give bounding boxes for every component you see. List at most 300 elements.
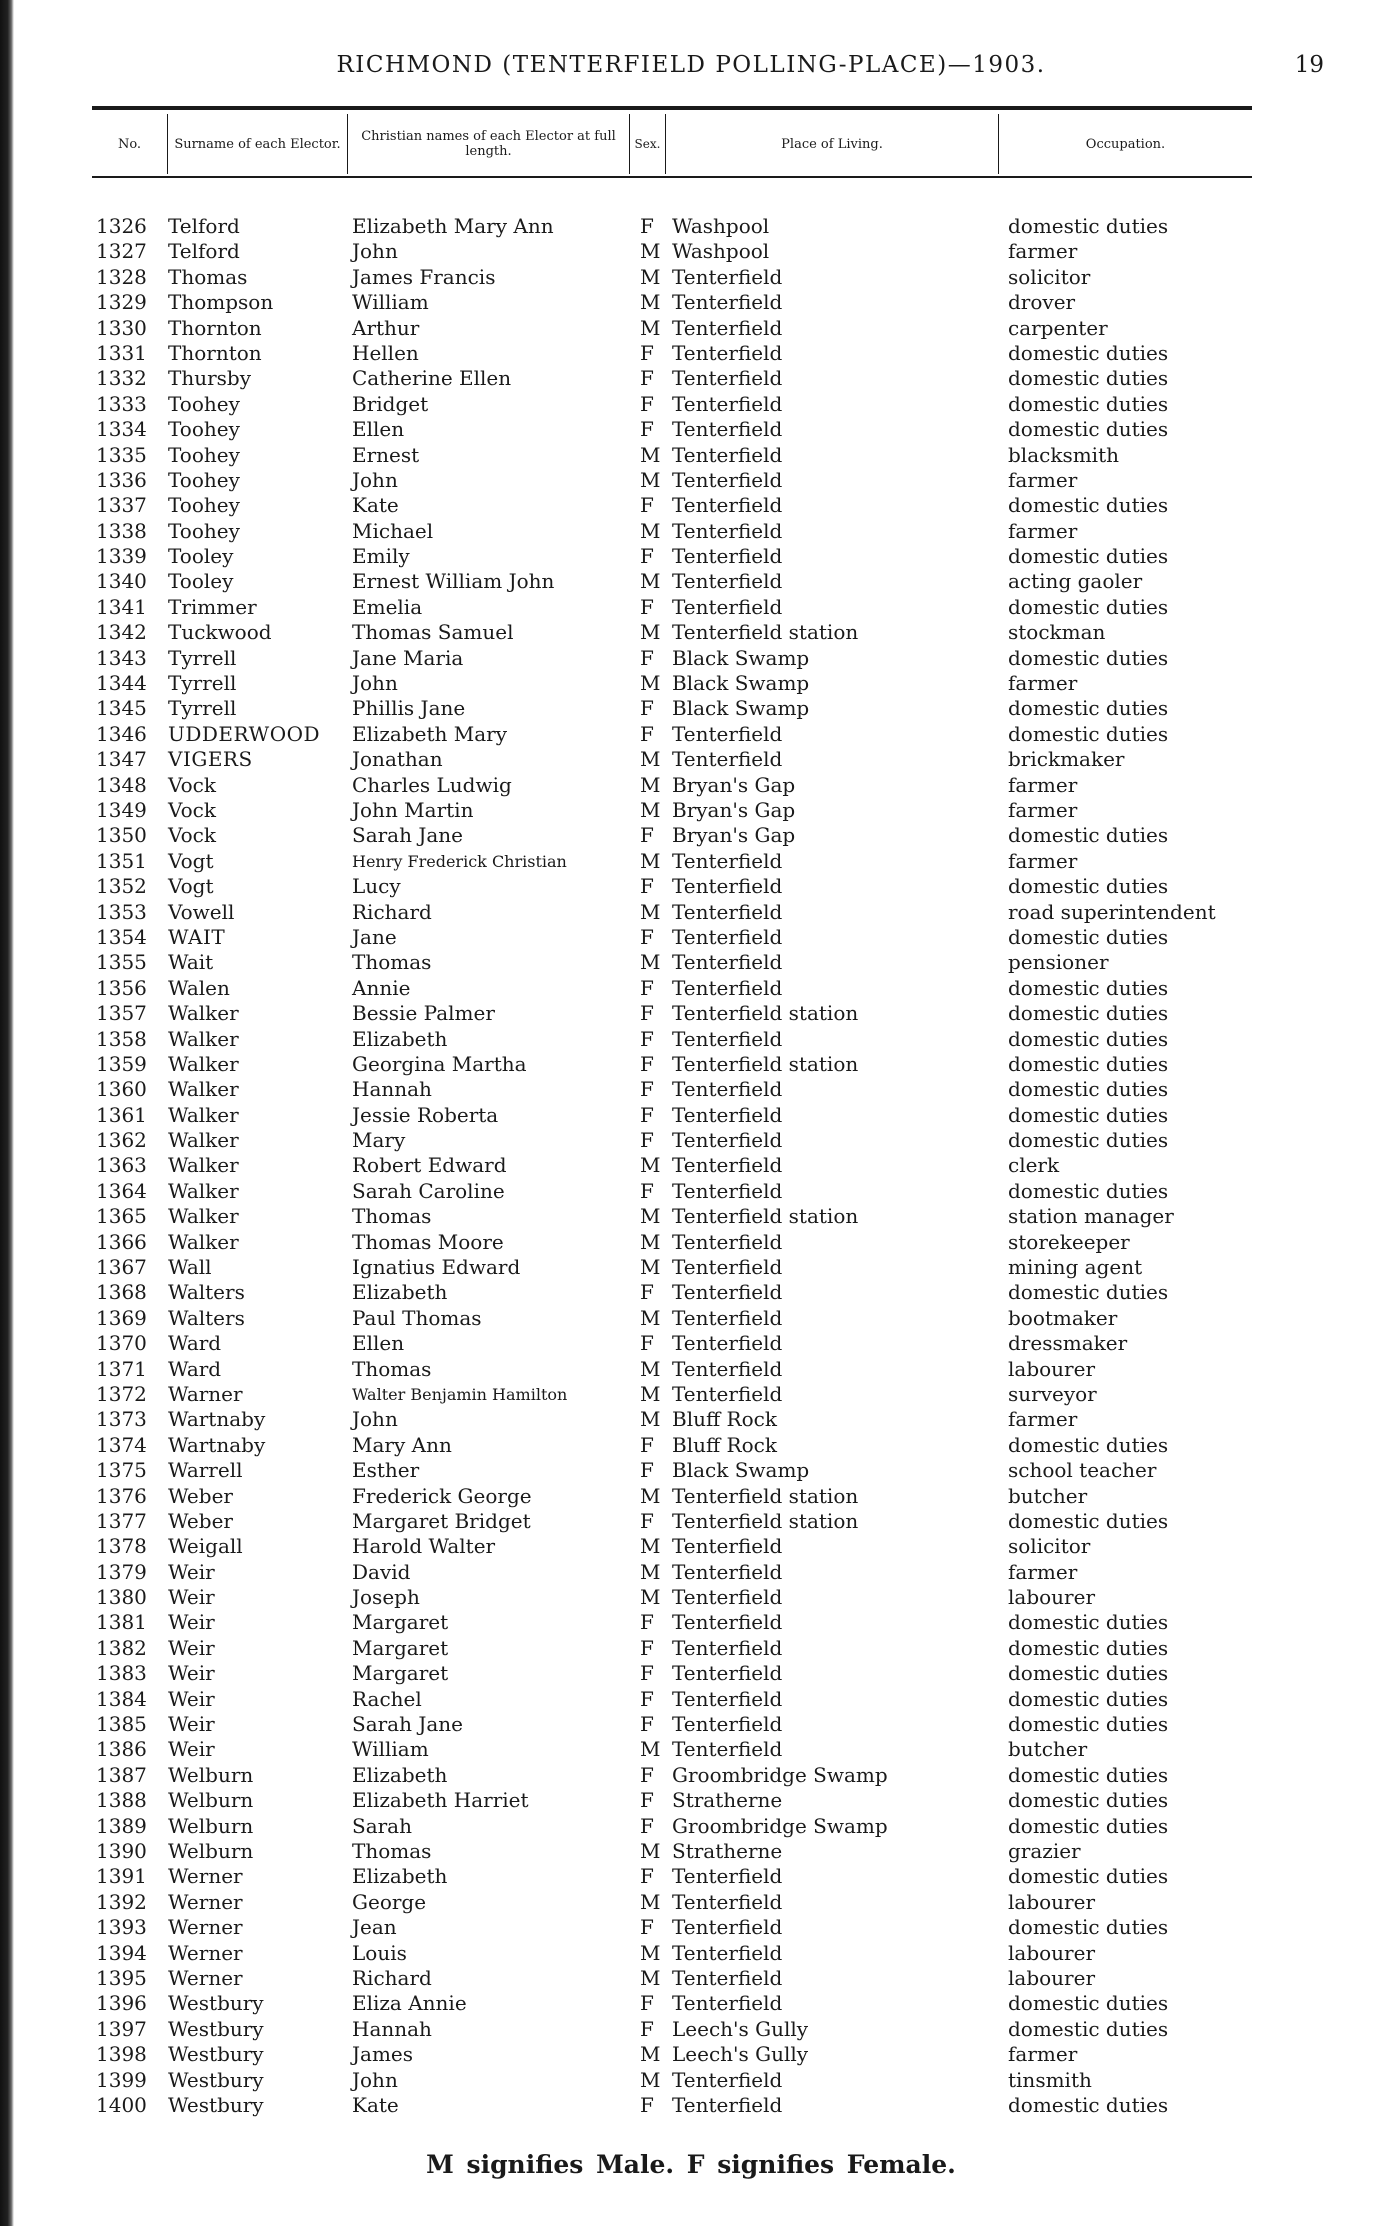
entry-number: 1393 (96, 1915, 147, 1940)
entry-sex: M (640, 467, 661, 492)
entry-number: 1354 (96, 924, 147, 949)
entry-surname: Vock (168, 823, 216, 848)
table-row (0, 1788, 1382, 1813)
entry-number: 1371 (96, 1356, 147, 1381)
entry-surname: Tuckwood (168, 620, 272, 645)
table-row (0, 1687, 1382, 1712)
entry-surname: Welburn (168, 1762, 254, 1787)
entry-number: 1392 (96, 1889, 147, 1914)
entry-surname: Westbury (168, 2067, 264, 2092)
entry-place-of-living: Bryan's Gap (672, 797, 796, 822)
table-row (0, 519, 1382, 544)
entry-sex: M (640, 264, 661, 289)
table-row (0, 468, 1382, 493)
entry-place-of-living: Tenterfield (672, 417, 783, 442)
entry-occupation: domestic duties (1008, 1178, 1169, 1203)
table-row (0, 1966, 1382, 1991)
entry-place-of-living: Bluff Rock (672, 1407, 777, 1432)
entry-number: 1385 (96, 1712, 147, 1737)
entry-number: 1395 (96, 1965, 147, 1990)
entry-christian-names: Ernest William John (352, 569, 555, 594)
entry-surname: Wartnaby (168, 1432, 266, 1457)
table-row (0, 1103, 1382, 1128)
table-row (0, 1534, 1382, 1559)
entry-occupation: domestic duties (1008, 366, 1169, 391)
entry-christian-names: Margaret (352, 1610, 449, 1635)
entry-christian-names: Thomas (352, 1356, 432, 1381)
entry-christian-names: Annie (352, 975, 411, 1000)
entry-number: 1372 (96, 1381, 147, 1406)
entry-place-of-living: Tenterfield (672, 1026, 783, 1051)
entry-number: 1331 (96, 340, 147, 365)
entry-surname: Walters (168, 1305, 245, 1330)
header-occupation: Occupation. (1085, 136, 1166, 152)
header-place-of-living: Place of Living. (666, 114, 999, 174)
entry-christian-names: Jane (352, 924, 397, 949)
entry-place-of-living: Tenterfield (672, 467, 783, 492)
entry-place-of-living: Tenterfield (672, 340, 783, 365)
entry-place-of-living: Tenterfield (672, 1965, 783, 1990)
entry-sex: F (640, 1712, 654, 1737)
entry-place-of-living: Tenterfield (672, 1178, 783, 1203)
entry-number: 1379 (96, 1559, 147, 1584)
entry-occupation: domestic duties (1008, 1026, 1169, 1051)
table-row (0, 1433, 1382, 1458)
entry-christian-names: Eliza Annie (352, 1991, 467, 2016)
entry-christian-names: William (352, 1737, 429, 1762)
entry-occupation: domestic duties (1008, 1635, 1169, 1660)
entry-surname: Toohey (168, 391, 240, 416)
entry-occupation: domestic duties (1008, 1864, 1169, 1889)
entry-number: 1391 (96, 1864, 147, 1889)
entry-surname: Tooley (168, 569, 234, 594)
entry-place-of-living: Tenterfield (672, 848, 783, 873)
table-row (0, 671, 1382, 696)
entry-occupation: dressmaker (1008, 1331, 1128, 1356)
table-row (0, 392, 1382, 417)
table-row (0, 925, 1382, 950)
entry-surname: Weir (168, 1585, 215, 1610)
entry-place-of-living: Tenterfield (672, 1661, 783, 1686)
table-row (0, 2093, 1382, 2118)
entry-sex: M (640, 1255, 661, 1280)
entry-occupation: domestic duties (1008, 544, 1169, 569)
entry-place-of-living: Tenterfield (672, 1534, 783, 1559)
entry-occupation: domestic duties (1008, 1280, 1169, 1305)
entry-number: 1352 (96, 874, 147, 899)
entry-sex: F (640, 2092, 654, 2117)
entry-occupation: domestic duties (1008, 1686, 1169, 1711)
entry-christian-names: Frederick George (352, 1483, 532, 1508)
entry-surname: Telford (168, 214, 240, 238)
entry-place-of-living: Tenterfield (672, 1153, 783, 1178)
table-row (0, 1763, 1382, 1788)
entry-surname: Walker (168, 1204, 239, 1229)
table-row (0, 1331, 1382, 1356)
entry-place-of-living: Tenterfield (672, 442, 783, 467)
entry-christian-names: Bessie Palmer (352, 1001, 495, 1026)
entry-place-of-living: Tenterfield (672, 594, 783, 619)
entry-number: 1347 (96, 747, 147, 772)
table-row (0, 493, 1382, 518)
entry-christian-names: Jonathan (352, 747, 443, 772)
entry-occupation: road superintendent (1008, 899, 1216, 924)
table-row (0, 1610, 1382, 1635)
entry-sex: M (640, 1356, 661, 1381)
entry-number: 1353 (96, 899, 147, 924)
entry-place-of-living: Tenterfield station (672, 1204, 859, 1229)
entry-sex: M (640, 671, 661, 696)
entry-sex: M (640, 620, 661, 645)
entry-sex: F (640, 1026, 654, 1051)
entry-number: 1328 (96, 264, 147, 289)
entry-sex: M (640, 442, 661, 467)
entry-place-of-living: Tenterfield (672, 1381, 783, 1406)
entry-number: 1342 (96, 620, 147, 645)
entry-occupation: labourer (1008, 1889, 1096, 1914)
entry-sex: M (640, 290, 661, 315)
entry-surname: Thursby (168, 366, 252, 391)
table-row (0, 1814, 1382, 1839)
entry-surname: Warrell (168, 1458, 243, 1483)
entry-sex: F (640, 214, 654, 238)
entry-number: 1399 (96, 2067, 147, 2092)
entry-sex: M (640, 1381, 661, 1406)
entry-occupation: domestic duties (1008, 417, 1169, 442)
entry-number: 1344 (96, 671, 147, 696)
entry-sex: M (640, 1737, 661, 1762)
entry-surname: Wait (168, 950, 214, 975)
entry-christian-names: John (352, 239, 398, 264)
entry-christian-names: Rachel (352, 1686, 422, 1711)
entry-surname: Welburn (168, 1813, 254, 1838)
entry-christian-names: Emily (352, 544, 410, 569)
entry-christian-names: Henry Frederick Christian (352, 851, 567, 871)
entry-number: 1366 (96, 1229, 147, 1254)
entry-christian-names: Harold Walter (352, 1534, 496, 1559)
entry-surname: Walker (168, 1001, 239, 1026)
entry-number: 1343 (96, 645, 147, 670)
entry-place-of-living: Tenterfield (672, 950, 783, 975)
entry-christian-names: Thomas (352, 950, 432, 975)
entry-christian-names: Hannah (352, 1077, 432, 1102)
entry-christian-names: Elizabeth (352, 1864, 448, 1889)
entry-occupation: domestic duties (1008, 645, 1169, 670)
entry-place-of-living: Stratherne (672, 1788, 783, 1813)
entry-place-of-living: Washpool (672, 214, 770, 238)
entry-christian-names: Jane Maria (352, 645, 464, 670)
entry-christian-names: Ellen (352, 417, 405, 442)
entry-occupation: domestic duties (1008, 1813, 1169, 1838)
entry-place-of-living: Tenterfield (672, 544, 783, 569)
entry-occupation: domestic duties (1008, 1001, 1169, 1026)
entry-occupation: school teacher (1008, 1458, 1157, 1483)
entry-occupation: bootmaker (1008, 1305, 1118, 1330)
entry-place-of-living: Bryan's Gap (672, 772, 796, 797)
entry-surname: Vogt (168, 874, 214, 899)
entry-number: 1361 (96, 1102, 147, 1127)
entry-place-of-living: Tenterfield (672, 2067, 783, 2092)
entry-christian-names: Sarah Caroline (352, 1178, 505, 1203)
entry-number: 1339 (96, 544, 147, 569)
entry-surname: Welburn (168, 1839, 254, 1863)
entry-place-of-living: Tenterfield (672, 924, 783, 949)
table-row (0, 773, 1382, 798)
entry-occupation: farmer (1008, 848, 1078, 873)
entry-sex: M (640, 950, 661, 975)
table-row (0, 823, 1382, 848)
table-row (0, 2017, 1382, 2042)
entry-place-of-living: Tenterfield (672, 899, 783, 924)
table-row (0, 1230, 1382, 1255)
entry-christian-names: Arthur (352, 315, 420, 340)
entry-surname: Walker (168, 1026, 239, 1051)
entry-sex: F (640, 696, 654, 721)
entry-sex: M (640, 848, 661, 873)
entry-number: 1340 (96, 569, 147, 594)
entry-number: 1359 (96, 1051, 147, 1076)
entry-number: 1351 (96, 848, 147, 873)
entry-number: 1356 (96, 975, 147, 1000)
entry-occupation: butcher (1008, 1737, 1088, 1762)
entry-occupation: domestic duties (1008, 1991, 1169, 2016)
entry-surname: Werner (168, 1915, 243, 1940)
entry-surname: Werner (168, 1889, 243, 1914)
entry-sex: F (640, 544, 654, 569)
entry-christian-names: John (352, 467, 398, 492)
table-row (0, 1636, 1382, 1661)
entry-number: 1336 (96, 467, 147, 492)
entry-sex: F (640, 823, 654, 848)
entry-christian-names: William (352, 290, 429, 315)
entry-place-of-living: Tenterfield (672, 1712, 783, 1737)
entry-christian-names: Mary Ann (352, 1432, 452, 1457)
entry-place-of-living: Leech's Gully (672, 2042, 809, 2067)
entry-sex: F (640, 1458, 654, 1483)
entry-occupation: domestic duties (1008, 924, 1169, 949)
entry-sex: M (640, 1585, 661, 1610)
entry-place-of-living: Tenterfield (672, 2092, 783, 2117)
entry-christian-names: Thomas (352, 1839, 432, 1863)
entry-surname: Werner (168, 1940, 243, 1965)
entry-christian-names: John Martin (352, 797, 474, 822)
entry-place-of-living: Tenterfield (672, 747, 783, 772)
entry-number: 1364 (96, 1178, 147, 1203)
entry-place-of-living: Black Swamp (672, 671, 810, 696)
entry-christian-names: Michael (352, 518, 434, 543)
entry-number: 1333 (96, 391, 147, 416)
entry-occupation: carpenter (1008, 315, 1108, 340)
entry-occupation: storekeeper (1008, 1229, 1130, 1254)
entry-surname: Toohey (168, 417, 240, 442)
table-row (0, 696, 1382, 721)
table-row (0, 1737, 1382, 1762)
page-number: 19 (1294, 52, 1324, 78)
entry-sex: M (640, 1940, 661, 1965)
entry-place-of-living: Black Swamp (672, 696, 810, 721)
entry-sex: M (640, 1407, 661, 1432)
entry-number: 1357 (96, 1001, 147, 1026)
electoral-roll-entries (0, 214, 1382, 2118)
entry-number: 1377 (96, 1508, 147, 1533)
entry-place-of-living: Tenterfield (672, 1991, 783, 2016)
entry-place-of-living: Tenterfield (672, 1585, 783, 1610)
entry-surname: Walen (168, 975, 230, 1000)
entry-occupation: domestic duties (1008, 391, 1169, 416)
entry-sex: M (640, 2067, 661, 2092)
entry-surname: Tooley (168, 544, 234, 569)
entry-place-of-living: Tenterfield (672, 290, 783, 315)
entry-number: 1396 (96, 1991, 147, 2016)
entry-place-of-living: Tenterfield (672, 1128, 783, 1153)
entry-christian-names: Ignatius Edward (352, 1255, 521, 1280)
entry-number: 1386 (96, 1737, 147, 1762)
entry-sex: F (640, 1331, 654, 1356)
entry-place-of-living: Tenterfield (672, 1610, 783, 1635)
entry-surname: Walker (168, 1128, 239, 1153)
entry-occupation: mining agent (1008, 1255, 1143, 1280)
entry-sex: F (640, 340, 654, 365)
entry-occupation: domestic duties (1008, 1610, 1169, 1635)
entry-occupation: domestic duties (1008, 1102, 1169, 1127)
entry-occupation: farmer (1008, 1407, 1078, 1432)
entry-surname: Weber (168, 1508, 233, 1533)
entry-sex: M (640, 569, 661, 594)
entry-christian-names: Elizabeth (352, 1280, 448, 1305)
table-row (0, 1382, 1382, 1407)
table-row (0, 1153, 1382, 1178)
entry-surname: Walker (168, 1153, 239, 1178)
entry-surname: Welburn (168, 1788, 254, 1813)
entry-occupation: domestic duties (1008, 1432, 1169, 1457)
entry-place-of-living: Bryan's Gap (672, 823, 796, 848)
entry-surname: Vock (168, 797, 216, 822)
table-row (0, 1991, 1382, 2016)
entry-place-of-living: Tenterfield (672, 1635, 783, 1660)
entry-surname: Weir (168, 1712, 215, 1737)
entry-christian-names: Thomas Samuel (352, 620, 514, 645)
entry-surname: Vogt (168, 848, 214, 873)
header-christian-names: Christian names of each Elector at full length. (348, 114, 630, 174)
entry-sex: F (640, 1610, 654, 1635)
entry-sex: F (640, 1686, 654, 1711)
entry-sex: F (640, 1432, 654, 1457)
entry-occupation: farmer (1008, 1559, 1078, 1584)
entry-occupation: farmer (1008, 518, 1078, 543)
header-sex: Sex. (630, 114, 666, 174)
entry-number: 1360 (96, 1077, 147, 1102)
entry-occupation: grazier (1008, 1839, 1081, 1863)
entry-occupation: acting gaoler (1008, 569, 1143, 594)
table-row (0, 290, 1382, 315)
entry-occupation: domestic duties (1008, 721, 1169, 746)
entry-number: 1341 (96, 594, 147, 619)
entry-occupation: clerk (1008, 1153, 1060, 1178)
entry-christian-names: Georgina Martha (352, 1051, 527, 1076)
entry-surname: VIGERS (168, 747, 253, 772)
entry-place-of-living: Tenterfield (672, 366, 783, 391)
entry-surname: Werner (168, 1864, 243, 1889)
table-row (0, 1509, 1382, 1534)
entry-number: 1368 (96, 1280, 147, 1305)
table-row (0, 620, 1382, 645)
entry-christian-names: Margaret (352, 1661, 449, 1686)
entry-christian-names: Paul Thomas (352, 1305, 482, 1330)
table-row (0, 544, 1382, 569)
entry-christian-names: John (352, 2067, 398, 2092)
entry-place-of-living: Tenterfield (672, 721, 783, 746)
entry-number: 1367 (96, 1255, 147, 1280)
entry-number: 1338 (96, 518, 147, 543)
table-row (0, 417, 1382, 442)
entry-occupation: domestic duties (1008, 1788, 1169, 1813)
entry-place-of-living: Tenterfield (672, 1559, 783, 1584)
entry-sex: F (640, 366, 654, 391)
entry-surname: Weber (168, 1483, 233, 1508)
entry-sex: M (640, 1839, 661, 1863)
table-row (0, 1255, 1382, 1280)
entry-surname: Weir (168, 1661, 215, 1686)
entry-christian-names: Ernest (352, 442, 420, 467)
entry-christian-names: Emelia (352, 594, 423, 619)
entry-christian-names: Ellen (352, 1331, 405, 1356)
entry-number: 1381 (96, 1610, 147, 1635)
entry-place-of-living: Tenterfield (672, 493, 783, 518)
entry-occupation: surveyor (1008, 1381, 1097, 1406)
table-row (0, 722, 1382, 747)
entry-occupation: farmer (1008, 772, 1078, 797)
entry-sex: F (640, 1788, 654, 1813)
entry-surname: Trimmer (168, 594, 257, 619)
entry-surname: Tyrrell (168, 645, 237, 670)
entry-number: 1380 (96, 1585, 147, 1610)
entry-sex: M (640, 747, 661, 772)
entry-christian-names: Elizabeth Harriet (352, 1788, 529, 1813)
entry-number: 1334 (96, 417, 147, 442)
entry-surname: Westbury (168, 2016, 264, 2041)
entry-occupation: domestic duties (1008, 493, 1169, 518)
entry-number: 1370 (96, 1331, 147, 1356)
entry-number: 1387 (96, 1762, 147, 1787)
entry-sex: M (640, 1229, 661, 1254)
table-row (0, 341, 1382, 366)
entry-place-of-living: Tenterfield (672, 1331, 783, 1356)
entry-christian-names: James (352, 2042, 414, 2067)
entry-occupation: labourer (1008, 1965, 1096, 1990)
entry-occupation: domestic duties (1008, 1077, 1169, 1102)
header-top-rule (92, 106, 1252, 110)
entry-number: 1330 (96, 315, 147, 340)
entry-place-of-living: Tenterfield station (672, 1051, 859, 1076)
entry-surname: Westbury (168, 2092, 264, 2117)
entry-place-of-living: Groombridge Swamp (672, 1813, 888, 1838)
entry-christian-names: Jean (352, 1915, 397, 1940)
table-row (0, 1941, 1382, 1966)
entry-place-of-living: Tenterfield (672, 1229, 783, 1254)
entry-surname: Thompson (168, 290, 274, 315)
entry-surname: Walker (168, 1178, 239, 1203)
entry-christian-names: Esther (352, 1458, 420, 1483)
entry-surname: Wartnaby (168, 1407, 266, 1432)
entry-sex: M (640, 1889, 661, 1914)
table-row (0, 1357, 1382, 1382)
entry-surname: Weir (168, 1610, 215, 1635)
entry-number: 1358 (96, 1026, 147, 1051)
entry-christian-names: Robert Edward (352, 1153, 507, 1178)
entry-sex: M (640, 1534, 661, 1559)
entry-christian-names: Kate (352, 493, 399, 518)
entry-surname: Thomas (168, 264, 248, 289)
